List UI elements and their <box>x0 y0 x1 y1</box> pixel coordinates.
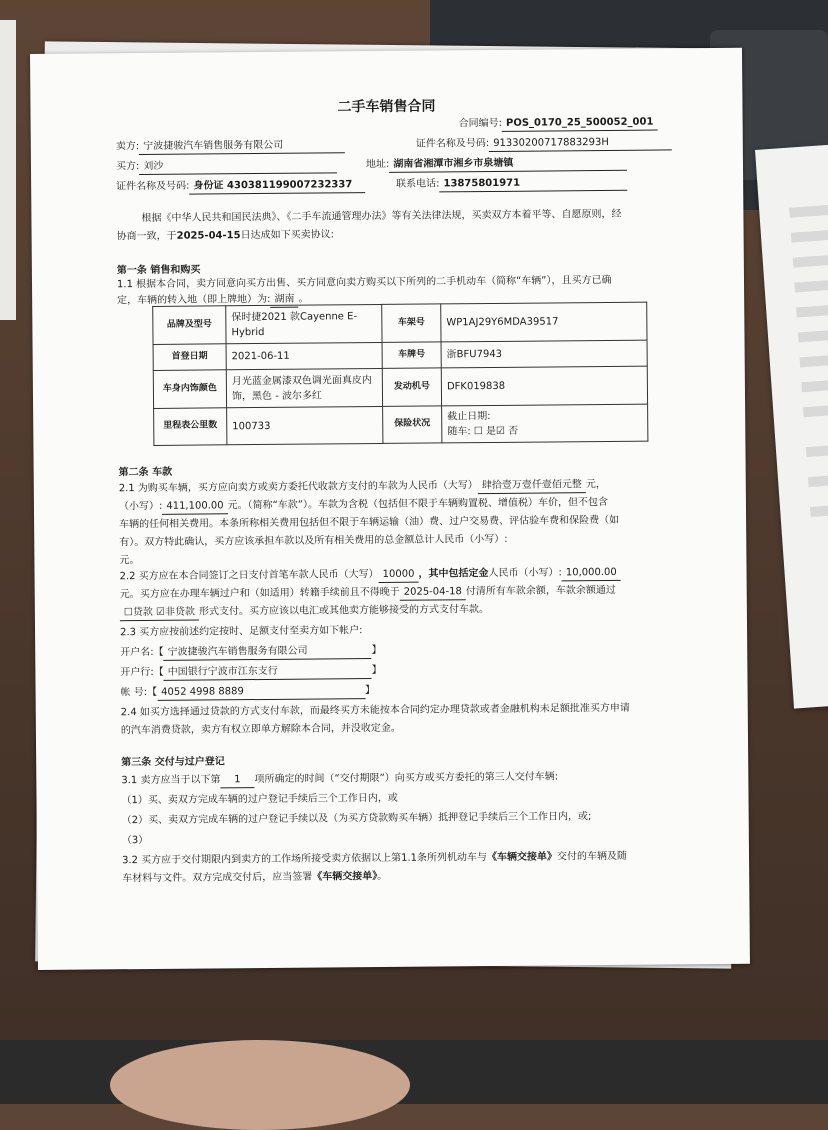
buyer-id-line: 证件名称及号码: 身份证 430381199007232337 <box>116 177 366 195</box>
reg-date-value: 2021-06-11 <box>226 342 382 369</box>
s2-1-line-2: （小写）: 411,100.00 元。（简称“车款”）。车款为含税（包括但不限于车辆购置税、增值税）车价，但不包含 <box>119 495 608 515</box>
vehicle-info-table <box>152 302 648 446</box>
section-1-title: 第一条 销售和购买 <box>116 264 201 277</box>
s2-4-line-2: 的汽车消费贷款，卖方有权立即单方解除本合同，并没收定金。 <box>120 722 401 737</box>
engine-label: 发动机号 <box>382 368 441 407</box>
brand-label: 品牌及型号 <box>153 306 226 345</box>
plate-value: 浙BFU7943 <box>441 340 647 368</box>
section-1-text-1: 1.1 根据本合同，卖方同意向买方出售、买方同意向卖方购买以下所列的二手机动车（简称“车辆”），且买方已确 <box>116 274 612 291</box>
preamble-line-2: 协商一致，于2025-04-15日达成如下买卖协议: <box>116 229 334 243</box>
s2-3-line: 2.3 买方应按前述约定按时、足额支付至卖方如下帐户: <box>120 625 363 639</box>
mileage-label: 里程表公里数 <box>154 408 227 446</box>
s2-1-line-1: 2.1 为购买车辆，买方应向卖方或卖方委托代收款方支付的车款为人民币（大写） 肆拾壹万壹仟壹佰元整 元， <box>118 478 606 495</box>
table-row <box>153 366 647 408</box>
hand <box>110 1040 410 1130</box>
color-label: 车身内饰颜色 <box>153 370 226 409</box>
s2-2-line-2: 元。买方应在办理车辆过户和（如适用）转籍手续前且不得晚于 2025-04-18 付清所有车款余额，车款余额通过 <box>119 584 616 601</box>
s3-option-3: （3） <box>121 834 149 847</box>
s3-2-line-1: 3.2 买方应于交付期限内到卖方的工作场所接受卖方依据以上第1.1条所列机动车与《车辆交接单》交付的车辆及随 <box>121 850 628 867</box>
s2-1-line-3: 车辆的任何相关费用。本条所称相关费用包括但不限于车辆运输（油）费、过户交易费、评估验车费和保险费（如 <box>119 514 620 531</box>
preamble-line-1: 根据《中华人民共和国民法典》、《二手车流通管理办法》等有关法律法规，买卖双方本着平等、自愿原则，经 <box>141 208 622 225</box>
account-bank-line: 开户行:【 中国银行宁波市江东支行 】 <box>120 663 382 681</box>
contract-sheet <box>30 48 750 970</box>
section-2-title: 第二条 车款 <box>118 466 173 479</box>
vin-label: 车架号 <box>382 304 441 343</box>
plate-label: 车牌号 <box>382 342 441 369</box>
account-name-line: 开户名:【 宁波捷骏汽车销售服务有限公司 】 <box>120 643 382 661</box>
seller-id-line: 证件名称及号码: 91330200717883293H <box>416 134 673 152</box>
brand-value: 保时捷2021 款Cayenne E-Hybrid <box>226 304 382 343</box>
section-1-text-2: 定，车辆的转入地（即上牌地）为: 湖南 。 <box>117 293 309 307</box>
s3-2-line-2: 车材料与文件。双方完成交付后，应当签署《车辆交接单》。 <box>122 870 388 885</box>
insurance-label: 保险状况 <box>383 406 442 444</box>
account-number-line: 帐 号:【 4052 4998 8889 】 <box>121 683 376 701</box>
engine-value: DFK019838 <box>441 366 647 406</box>
s3-1-line: 3.1 卖方应当于以下第 1 项所确定的时间（“交付期限”）向买方或买方委托的第三人交付车辆: <box>121 769 558 789</box>
section-3-title: 第三条 交付与过户登记 <box>121 756 225 769</box>
s2-1-line-4: 有）。双方特此确认，买方应该承担车款以及所有相关费用的总金额总计人民币（小写）: <box>119 533 508 549</box>
s2-2-line-1: 2.2 买方应在本合同签订之日支付首笔车款人民币（大写） 10000 ，其中包括定金人民币（小写）: 10,000.00 <box>119 565 620 585</box>
s3-option-2: （2）买、卖双方完成车辆的过户登记手续以及（为买方贷款购买车辆）抵押登记手续后三个工作日内，或; <box>121 811 592 827</box>
insurance-value: 截止日期: 随车: ☐ 是☑ 否 <box>442 404 648 443</box>
phone-line: 联系电话: 13875801971 <box>396 175 628 193</box>
s2-4-line-1: 2.4 如买方选择通过贷款的方式支付车款，而最终买方未能按本合同约定办理贷款或者金融机构未足额批准买方申请 <box>120 702 630 719</box>
mileage-value: 100733 <box>227 406 383 444</box>
vin-value: WP1AJ29Y6MDA39517 <box>441 302 647 342</box>
background-document-right <box>755 143 828 709</box>
reg-date-label: 首登日期 <box>153 344 226 371</box>
table-row <box>154 404 648 445</box>
color-value: 月光蓝金属漆双色调光面真皮内饰，黑色 - 波尔多红 <box>226 368 382 407</box>
table-row <box>153 302 647 344</box>
background-paper-left <box>0 20 16 320</box>
contract-number: 合同编号: POS_0170_25_500052_001 <box>459 115 658 133</box>
contract-title: 二手车销售合同 <box>337 98 436 116</box>
buyer-line: 买方: 刘沙 <box>116 157 338 175</box>
address-line: 地址: 湖南省湘潭市湘乡市泉塘镇 <box>366 155 628 173</box>
s2-2-line-3: ☐贷款 ☑非贷款 形式支付。买方应该以电汇或其他卖方能够接受的方式支付车款。 <box>120 602 489 621</box>
seller-line: 卖方: 宁波捷骏汽车销售服务有限公司 <box>116 137 346 155</box>
s2-1-line-5: 元。 <box>119 555 140 567</box>
s3-option-1: （1）买、卖双方完成车辆的过户登记手续后三个工作日内，或 <box>121 792 398 807</box>
